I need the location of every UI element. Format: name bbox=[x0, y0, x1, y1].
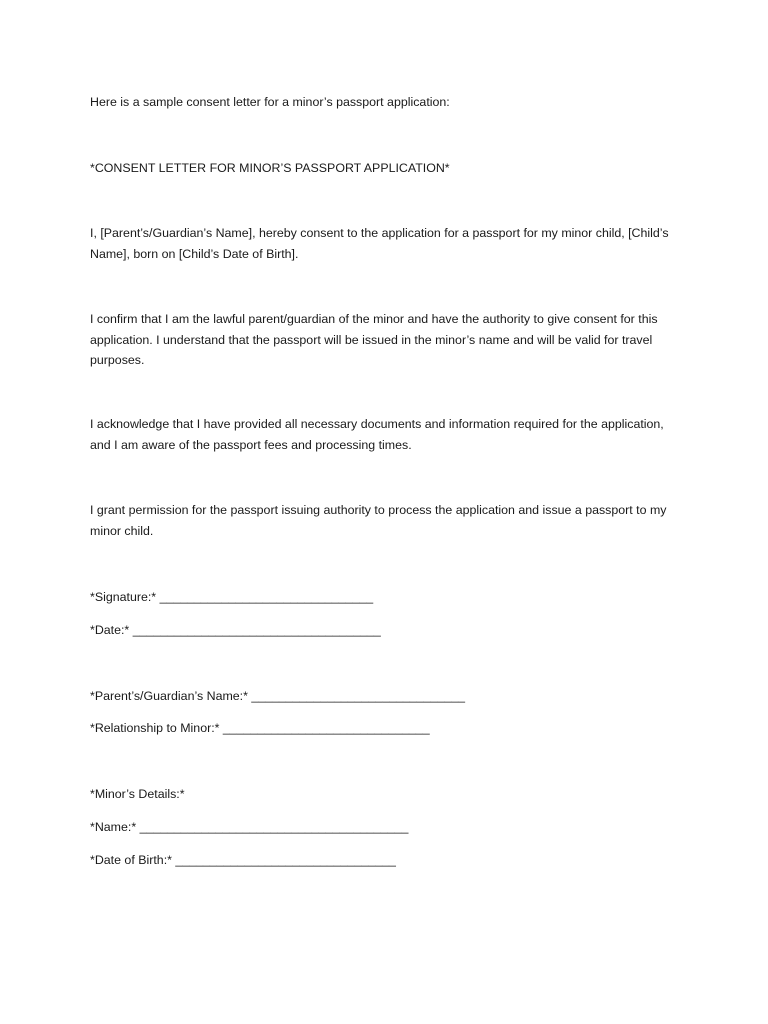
confirmation-paragraph: I confirm that I am the lawful parent/guardian of the minor and have the authority to give consent for this application. I understand that the passport will be issued in the minor’s name and will be valid for travel purposes. bbox=[90, 312, 658, 367]
signature-line: *Signature:* _______________________________ bbox=[90, 590, 374, 604]
relationship-line: *Relationship to Minor:* ______________________________ bbox=[90, 721, 430, 735]
letter-heading: *CONSENT LETTER FOR MINOR’S PASSPORT APPLICATION* bbox=[90, 161, 450, 175]
intro-text: Here is a sample consent letter for a minor’s passport application: bbox=[90, 95, 450, 109]
consent-paragraph: I, [Parent’s/Guardian’s Name], hereby consent to the application for a passport for my minor child, [Child’s Name], born on [Child’s Date of Birth]. bbox=[90, 226, 669, 261]
guardian-name-line: *Parent’s/Guardian’s Name:* _______________________________ bbox=[90, 689, 466, 703]
minor-dob-line: *Date of Birth:* ________________________________ bbox=[90, 853, 396, 867]
permission-paragraph: I grant permission for the passport issuing authority to process the application and issue a passport to my minor child. bbox=[90, 503, 667, 538]
acknowledgement-paragraph: I acknowledge that I have provided all necessary documents and information required for the application, and I am aware of the passport fees and processing times. bbox=[90, 417, 664, 452]
date-line: *Date:* ____________________________________ bbox=[90, 623, 381, 637]
minor-name-line: *Name:* _______________________________________ bbox=[90, 820, 409, 834]
minor-details-heading: *Minor’s Details:* bbox=[90, 787, 185, 801]
